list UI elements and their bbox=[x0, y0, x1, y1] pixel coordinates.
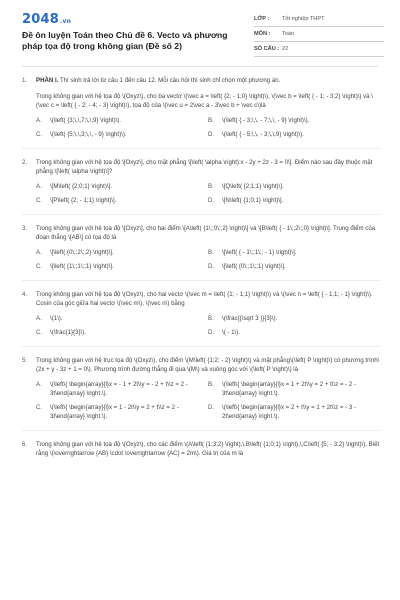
question-6 bbox=[22, 440, 380, 467]
option-text: \[Q\left( {2;1;1} \right)\]. bbox=[222, 183, 284, 190]
option-letter: C. bbox=[36, 197, 43, 204]
option-a[interactable] bbox=[36, 248, 208, 257]
option-d[interactable] bbox=[208, 328, 380, 337]
option-d[interactable] bbox=[208, 262, 380, 271]
option-text: \(\left( {5;\,\,3;\,\, - 9} \right)\). bbox=[50, 131, 127, 138]
option-text: \(\left( { - 3;\,\, - 7;\,\, - 9} \right)\). bbox=[222, 117, 310, 124]
option-text: \(\left( { - 5;\,\, - 3;\,\,9} \right)\). bbox=[222, 131, 304, 138]
document-header bbox=[0, 0, 400, 66]
question-3 bbox=[22, 224, 380, 281]
option-text: \[M\left( {2;0;1} \right)\]. bbox=[50, 183, 112, 190]
option-text: \[\left( {0\;;1\;;1} \right)\]. bbox=[222, 263, 286, 270]
part-label: PHẦN I. bbox=[36, 77, 59, 84]
question-number: 5. bbox=[22, 357, 28, 364]
option-letter: A. bbox=[36, 249, 42, 256]
info-value: Toán bbox=[282, 31, 295, 37]
option-text: \(\left\{ \begin{array}{l}x = 1 + 2t\\y = 2 + t\\z = - 2 - 3t\end{array} \right.\). bbox=[222, 381, 356, 397]
option-letter: D. bbox=[208, 197, 215, 204]
option-b[interactable] bbox=[208, 314, 380, 323]
option-c[interactable] bbox=[36, 328, 208, 337]
option-a[interactable] bbox=[36, 116, 208, 125]
option-text: \[N\left( {1;0;1} \right)\]. bbox=[222, 197, 284, 204]
option-letter: C. bbox=[36, 131, 43, 138]
option-b[interactable] bbox=[208, 116, 380, 125]
option-d[interactable] bbox=[208, 130, 380, 139]
document-info bbox=[254, 12, 384, 57]
question-text: Trong không gian với hệ tọa độ \(Oxyz\), cho hai vectơ \(\vec m = \left( {1; - 1;1} \right)\) và \(\vec n = \left( { - 1;1; - 1} \right)\). Cosin của góc giữa hai vectơ \(\vec m\), \(\vec n\) bằng bbox=[36, 291, 373, 307]
answer-options bbox=[36, 380, 380, 421]
question-text: Trong không gian với hệ trục tọa độ \(Oxyz\), cho điểm \(M\left( {1;2; - 2} \right)\) và mặt phẳng\(\left( P \right)\) có phương trình\(2x + y - 3z + 1 = 0\). Phương trình đường thẳng đi qua \(M\) và vuông góc với \(\left( P \right)\) là bbox=[36, 357, 380, 373]
question-4 bbox=[22, 290, 380, 347]
info-row-subject bbox=[254, 27, 384, 42]
option-a[interactable] bbox=[36, 380, 208, 398]
info-row-count bbox=[254, 42, 384, 57]
header-divider bbox=[22, 66, 378, 67]
brand-suffix: .vn bbox=[59, 18, 72, 25]
option-a[interactable] bbox=[36, 314, 208, 323]
answer-options bbox=[36, 314, 380, 337]
option-d[interactable] bbox=[208, 196, 380, 205]
option-letter: C. bbox=[36, 329, 43, 336]
option-a[interactable] bbox=[36, 182, 208, 191]
info-label: MÔN : bbox=[254, 31, 271, 37]
question-number: 6. bbox=[22, 441, 28, 448]
brand-logo[interactable] bbox=[22, 12, 71, 27]
question-2 bbox=[22, 158, 380, 215]
document-title: Đề ôn luyện Toán theo Chủ đề 6. Vecto và phương pháp tọa độ trong không gian (Đề số 2) bbox=[22, 30, 228, 51]
option-letter: D. bbox=[208, 404, 215, 411]
info-value: 22 bbox=[282, 46, 289, 52]
option-text: \[\left( { - 1\;;1\;; - 1} \right)\]. bbox=[222, 249, 297, 256]
option-text: \[\left( {1\;;1\;;1} \right)\]. bbox=[50, 263, 114, 270]
option-c[interactable] bbox=[36, 403, 208, 421]
option-text: \(\left\{ \begin{array}{l}x = - 1 + 2t\\y = - 2 + t\\z = 2 - 3t\end{array} \right.\). bbox=[50, 381, 188, 397]
option-letter: A. bbox=[36, 117, 42, 124]
option-letter: B. bbox=[208, 315, 214, 322]
question-number: 1. bbox=[22, 77, 28, 84]
option-text: \( - 1\). bbox=[222, 329, 240, 336]
option-text: \(\frac{1}{3}\). bbox=[50, 329, 86, 336]
question-text: Trong không gian với hệ tọa độ \(Oxyz\), cho ba vectơ \(\vec a = \left( {2; - 1;0} \right)\), \(\vec b = \left( { - 1; - 3;2} \right)\) và \(\vec c = \left( { - 2; - 4; - 3} \right)\), tọa độ của \(\vec u = 2\vec a - 3\vec b + \vec c\)là bbox=[36, 93, 373, 109]
option-text: \[\left( {0\;;2\;;2} \right)\]. bbox=[50, 249, 114, 256]
option-letter: D. bbox=[208, 263, 215, 270]
option-letter: C. bbox=[36, 263, 43, 270]
question-list bbox=[22, 76, 380, 476]
question-text: Trong không gian với hệ tọa độ \(Oxyz\), cho các điểm \(A\left( {1;3;2} \right),\,B\left( {1;0;1} \right),\,C\left( {5; - 3;2} \right)\). Biết rằng \(\overrightarrow {AB} \cdot \overrightarrow {AC} = 2m\). Giá trị của m là bbox=[36, 441, 380, 457]
option-c[interactable] bbox=[36, 262, 208, 271]
option-text: \[P\left( {2; - 1;1} \right)\]. bbox=[50, 197, 117, 204]
option-text: \(\left( {3;\,\,7;\,\,9} \right)\). bbox=[50, 117, 122, 124]
option-letter: A. bbox=[36, 183, 42, 190]
option-letter: B. bbox=[208, 183, 214, 190]
info-value: Tốt nghiệp THPT bbox=[282, 16, 325, 22]
option-text: \(\left\{ \begin{array}{l}x = 2 + t\\y = 1 + 2t\\z = - 3 - 2t\end{array} \right.\). bbox=[222, 404, 356, 420]
option-text: \(\frac{{\sqrt 3 }}{3}\). bbox=[222, 315, 278, 322]
option-letter: C. bbox=[36, 404, 43, 411]
option-b[interactable] bbox=[208, 248, 380, 257]
answer-options bbox=[36, 182, 380, 205]
option-letter: B. bbox=[208, 117, 214, 124]
question-number: 4. bbox=[22, 291, 28, 298]
option-letter: B. bbox=[208, 381, 214, 388]
section-intro bbox=[36, 76, 380, 85]
option-d[interactable] bbox=[208, 403, 380, 421]
info-label: LỚP : bbox=[254, 16, 270, 22]
option-c[interactable] bbox=[36, 130, 208, 139]
option-letter: D. bbox=[208, 329, 215, 336]
option-b[interactable] bbox=[208, 380, 380, 398]
option-text: \(1\). bbox=[50, 315, 63, 322]
info-row-class bbox=[254, 12, 384, 27]
question-text: Trong không gian với hệ tọa độ \[Oxyz\], cho mặt phẳng \[\left( \alpha \right):x - 2y + 2z - 3 = 0\]. Điểm nào sau đây thuộc mặt phẳng \[\left( \alpha \right)\]? bbox=[36, 159, 373, 175]
option-c[interactable] bbox=[36, 196, 208, 205]
option-letter: A. bbox=[36, 381, 42, 388]
option-letter: A. bbox=[36, 315, 42, 322]
question-number: 2. bbox=[22, 159, 28, 166]
question-text: Trong không gian với hệ tọa độ \[Oxyz\], cho hai điểm \[A\left( {1\;;0\;;2} \right)\] và \[B\left( { - 1\;;2\;;0} \right)\]. Trung điểm của đoạn thẳng \[AB\] có tọa độ là bbox=[36, 225, 376, 241]
option-letter: D. bbox=[208, 131, 215, 138]
part-text: Thí sinh trả lời từ câu 1 đến câu 12. Mỗi câu hỏi thí sinh chỉ chọn một phương án. bbox=[58, 77, 281, 84]
option-letter: B. bbox=[208, 249, 214, 256]
answer-options bbox=[36, 248, 380, 271]
option-text: \(\left\{ \begin{array}{l}x = 1 - 2t\\y = 2 + t\\z = 2 - 3t\end{array} \right.\). bbox=[50, 404, 179, 420]
question-number: 3. bbox=[22, 225, 28, 232]
info-label: SỐ CÂU : bbox=[254, 46, 280, 52]
question-5 bbox=[22, 356, 380, 431]
option-b[interactable] bbox=[208, 182, 380, 191]
question-1 bbox=[22, 76, 380, 149]
brand-name: 2048 bbox=[22, 12, 59, 27]
answer-options bbox=[36, 116, 380, 139]
